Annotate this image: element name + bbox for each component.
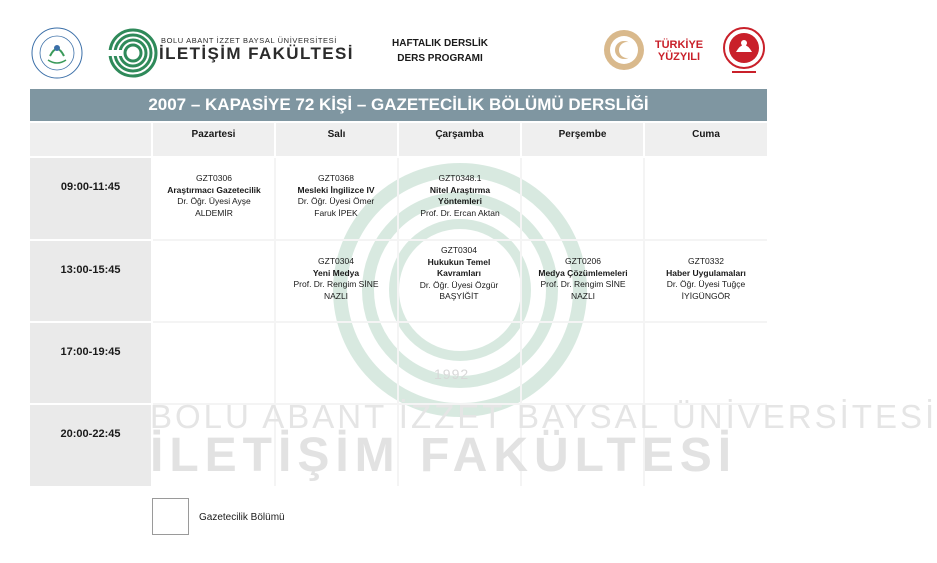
university-seal-icon — [30, 26, 84, 80]
course-instructor: Dr. Öğr. Üyesi Ömer Faruk İPEK — [297, 196, 375, 218]
day-header-carsamba: Çarşamba — [399, 123, 520, 156]
course-name: Hukukun Temel Kavramları — [427, 256, 491, 278]
table-corner — [30, 123, 151, 156]
course-cell-cuma-1300[interactable] — [652, 256, 760, 302]
course-instructor: Prof. Dr. Ercan Aktan — [420, 207, 500, 218]
day-header-persembe: Perşembe — [522, 123, 643, 156]
day-header-pazartesi: Pazartesi — [153, 123, 274, 156]
course-cell-carsamba-1300[interactable] — [409, 245, 509, 303]
course-instructor: Prof. Dr. Rengim SİNE NAZLI — [540, 279, 626, 301]
time-slot-3: 17:00-19:45 — [30, 323, 151, 403]
course-code: GZT0332 — [688, 256, 724, 266]
course-cell-carsamba-0900[interactable] — [405, 173, 515, 219]
classroom-banner: 2007 – KAPASİYE 72 KİŞİ – GAZETECİLİK BÖLÜMÜ DERSLİĞİ — [30, 89, 767, 121]
course-name: Nitel Araştırma Yöntemleri — [429, 184, 491, 206]
course-name: Araştırmacı Gazetecilik — [167, 184, 261, 195]
grid-line — [153, 239, 767, 241]
course-cell-pazartesi-0900[interactable] — [159, 173, 269, 219]
course-code: GZT0348.1 — [438, 173, 482, 183]
turkiye-line2: YÜZYILI — [657, 51, 701, 63]
time-slot-1: 09:00-11:45 — [30, 158, 151, 239]
day-header-sali: Salı — [276, 123, 397, 156]
course-cell-sali-0900[interactable] — [286, 173, 386, 219]
document-title — [360, 36, 520, 66]
faculty-name: İLETİŞİM FAKÜLTESİ — [159, 44, 354, 63]
course-instructor: Dr. Öğr. Üyesi Özgür BAŞYİĞİT — [419, 279, 499, 301]
watermark-year: 1992 — [434, 366, 470, 382]
faculty-university-name: BOLU ABANT İZZET BAYSAL ÜNİVERSİTESİ — [161, 36, 337, 45]
turkiye-yuzyili-text — [654, 39, 704, 63]
faculty-logo-icon — [108, 28, 158, 78]
course-name: Haber Uygulamaları — [666, 267, 746, 278]
grid-line — [153, 321, 767, 323]
course-cell-sali-1300[interactable] — [284, 256, 388, 302]
time-slot-4: 20:00-22:45 — [30, 405, 151, 486]
course-name: Mesleki İngilizce IV — [297, 184, 375, 195]
course-code: GZT0304 — [318, 256, 354, 266]
time-slot-2: 13:00-15:45 — [30, 241, 151, 321]
watermark-university-name: BOLU ABANT İZZET BAYSAL ÜNİVERSİTESİ — [150, 398, 937, 435]
course-name: Medya Çözümlemeleri — [538, 267, 628, 278]
day-header-cuma: Cuma — [645, 123, 767, 156]
course-code: GZT0304 — [441, 245, 477, 255]
course-code: GZT0306 — [196, 173, 232, 183]
turkiye-yuzyili-emblem-icon — [598, 28, 650, 72]
legend-label: Gazetecilik Bölümü — [199, 512, 285, 523]
course-instructor: Dr. Öğr. Üyesi Ayşe ALDEMİR — [177, 196, 251, 218]
course-cell-persembe-1300[interactable] — [528, 256, 638, 302]
doc-title-line2: DERS PROGRAMI — [397, 53, 483, 64]
watermark-faculty-name: İLETİŞİM FAKÜLTESİ — [150, 429, 738, 482]
legend-swatch — [152, 498, 189, 535]
course-name: Yeni Medya — [312, 267, 360, 278]
turkiye-line1: TÜRKİYE — [654, 39, 704, 51]
doc-title-line1: HAFTALIK DERSLİK — [392, 38, 488, 49]
course-code: GZT0368 — [318, 173, 354, 183]
course-code: GZT0206 — [565, 256, 601, 266]
family-year-emblem-icon — [722, 26, 766, 78]
course-instructor: Prof. Dr. Rengim SİNE NAZLI — [293, 279, 379, 301]
course-instructor: Dr. Öğr. Üyesi Tuğçe İYİGÜNGÖR — [666, 279, 746, 301]
